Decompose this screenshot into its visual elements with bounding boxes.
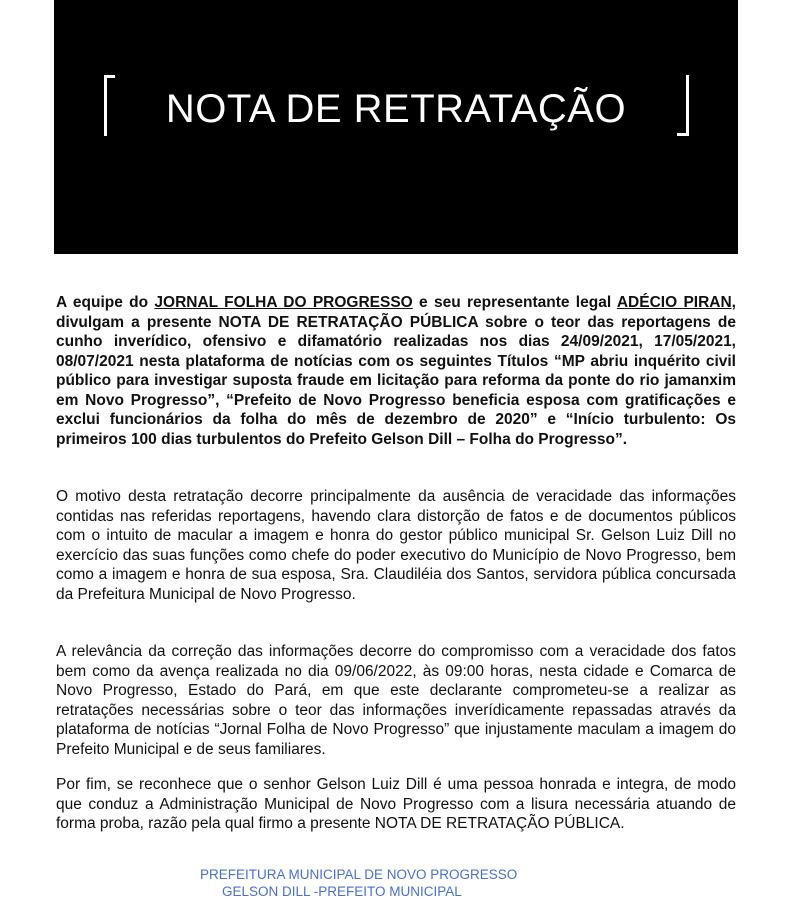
intro-text-c: e seu representante legal [412, 294, 617, 311]
newspaper-name: JORNAL FOLHA DO PROGRESSO [154, 294, 413, 311]
paragraph-conclusion: Por fim, se reconhece que o senhor Gelson Luiz Dill é uma pessoa honrada e integra, de modo que conduz a Administração Municipal de Novo Progresso com a lisura necessária atuando de forma proba, razão pela qual firmo a presente NOTA DE RETRATAÇÃO PÚBLICA. [56, 776, 736, 832]
banner-title: NOTA DE RETRATAÇÃO [165, 87, 627, 131]
intro-text-e: divulgam a presente NOTA DE RETRATAÇÃO PÚBLICA sobre o teor das reportagens de cunho inverídico, ofensivo e difamatório realizadas nos dias 24/09/2021, 17/05/2021, 08/07/2021 nesta plataforma de notícias com os seguintes Títulos “MP abriu inquérito civil público para investigar suposta fraude em licitação para reforma da ponte do rio jamanxim em Novo Progresso”, “Prefeito de Novo Progresso beneficia esposa com gratificações e exclui funcionários da folha do mês de dezembro de 2020” e “Início turbulento: Os primeiros 100 dias turbulentos do Prefeito Gelson Dill – Folha do Progresso”. [56, 313, 736, 448]
paragraph-motive: O motivo desta retratação decorre principalmente da ausência de veracidade das informações contidas nas referidas reportagens, havendo clara distorção de fatos e de documentos públicos com o intuito de macular a imagem e honra do gestor público municipal Sr. Gelson Luiz Dill no exercício das suas funções como chefe do poder executivo do Município de Novo Progresso, bem como a imagem e honra de sua esposa, Sra. Claudiléia dos Santos, servidora pública concursada da Prefeitura Municipal de Novo Progresso. [56, 488, 736, 603]
intro-text-a: A equipe do [56, 294, 155, 311]
frame-left-bracket [104, 75, 115, 136]
paragraph-intro [56, 293, 736, 449]
paragraph-relevance: A relevância da correção das informações decorre do compromisso com a veracidade dos fatos bem como da avença realizada no dia 09/06/2022, às 09:00 horas, nesta cidade e Comarca de Novo Progresso, Estado do Pará, em que este declarante comprometeu-se a realizar as retratações necessárias sobre o teor das informações inverídicamente repassadas através da plataforma de notícias “Jornal Folha de Novo Progresso” que injustamente maculam a imagem do Prefeito Municipal e de seus familiares. [56, 643, 736, 758]
header-banner [54, 0, 738, 254]
representative-name: ADÉCIO PIRAN, [616, 294, 736, 311]
signature-line-1: PREFEITURA MUNICIPAL DE NOVO PROGRESSO [200, 867, 518, 882]
signature-line-2: GELSON DILL -PREFEITO MUNICIPAL [222, 884, 462, 899]
frame-right-bracket [677, 75, 689, 136]
